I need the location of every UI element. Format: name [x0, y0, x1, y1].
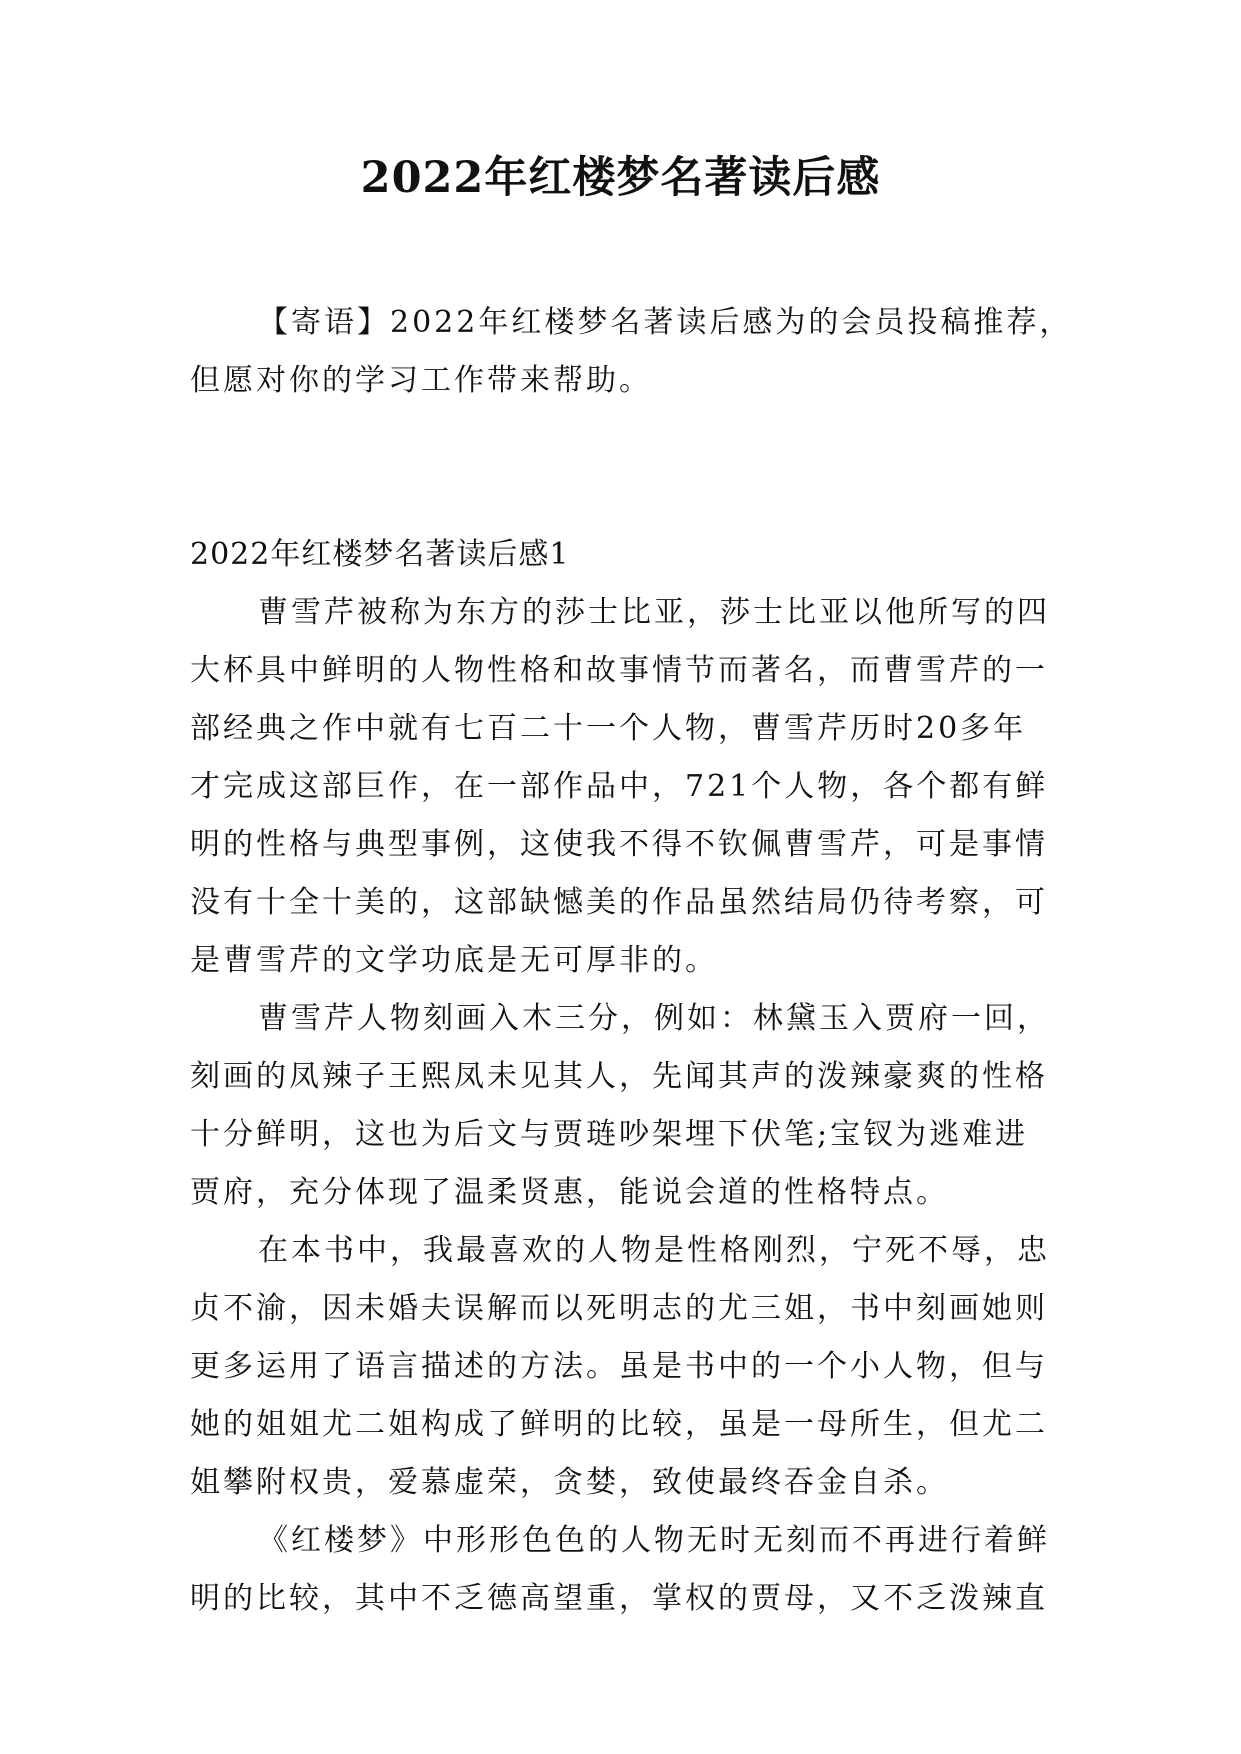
- section-heading: 2022年红楼梦名著读后感1: [190, 537, 570, 572]
- text-line: 才完成这部巨作，在一部作品中，721个人物，各个都有鲜: [190, 769, 1049, 804]
- text-line: 十分鲜明，这也为后文与贾琏吵架埋下伏笔;宝钗为逃难进: [190, 1117, 1029, 1152]
- text-line: 曹雪芹被称为东方的莎士比亚，莎士比亚以他所写的四: [258, 595, 1050, 630]
- text-line: 曹雪芹人物刻画入木三分，例如：林黛玉入贾府一回，: [258, 1001, 1050, 1036]
- text-line: 但愿对你的学习工作带来帮助。: [190, 363, 652, 398]
- text-line: 大杯具中鲜明的人物性格和故事情节而著名，而曹雪芹的一: [190, 653, 1048, 688]
- text-line: 在本书中，我最喜欢的人物是性格刚烈，宁死不辱，忠: [258, 1233, 1050, 1268]
- body-paragraph: [190, 584, 1050, 990]
- text-line: 《红楼梦》中形形色色的人物无时无刻而不再进行着鲜: [258, 1523, 1050, 1558]
- text-line: 刻画的凤辣子王熙凤未见其人，先闻其声的泼辣豪爽的性格: [190, 1059, 1048, 1094]
- text-line: 没有十全十美的，这部缺憾美的作品虽然结局仍待考察，可: [190, 885, 1048, 920]
- text-line: 部经典之作中就有七百二十一个人物，曹雪芹历时20多年: [190, 711, 1027, 746]
- text-line: 明的性格与典型事例，这使我不得不钦佩曹雪芹，可是事情: [190, 827, 1048, 862]
- text-line: 是曹雪芹的文学功底是无可厚非的。: [190, 943, 718, 978]
- body-paragraph: [190, 990, 1050, 1222]
- text-line: 她的姐姐尤二姐构成了鲜明的比较，虽是一母所生，但尤二: [190, 1407, 1048, 1442]
- text-line: 姐攀附权贵，爱慕虚荣，贪婪，致使最终吞金自杀。: [190, 1465, 949, 1500]
- document-title: 2022年红楼梦名著读后感: [360, 153, 881, 203]
- blank-line: [190, 468, 1050, 526]
- text-line: 【寄语】2022年红楼梦名著读后感为的会员投稿推荐，: [258, 305, 1073, 340]
- text-line: 明的比较，其中不乏德高望重，掌权的贾母，又不乏泼辣直: [190, 1581, 1048, 1616]
- body-paragraph: [190, 1512, 1050, 1628]
- text-line: 贞不渝，因未婚夫误解而以死明志的尤三姐，书中刻画她则: [190, 1291, 1048, 1326]
- body-paragraph: [190, 1222, 1050, 1512]
- text-line: 贾府，充分体现了温柔贤惠，能说会道的性格特点。: [190, 1175, 949, 1210]
- intro-paragraph: [190, 294, 1073, 410]
- blank-line: [190, 410, 1050, 468]
- document-body: [190, 294, 1073, 1628]
- text-line: 更多运用了语言描述的方法。虽是书中的一个小人物，但与: [190, 1349, 1048, 1384]
